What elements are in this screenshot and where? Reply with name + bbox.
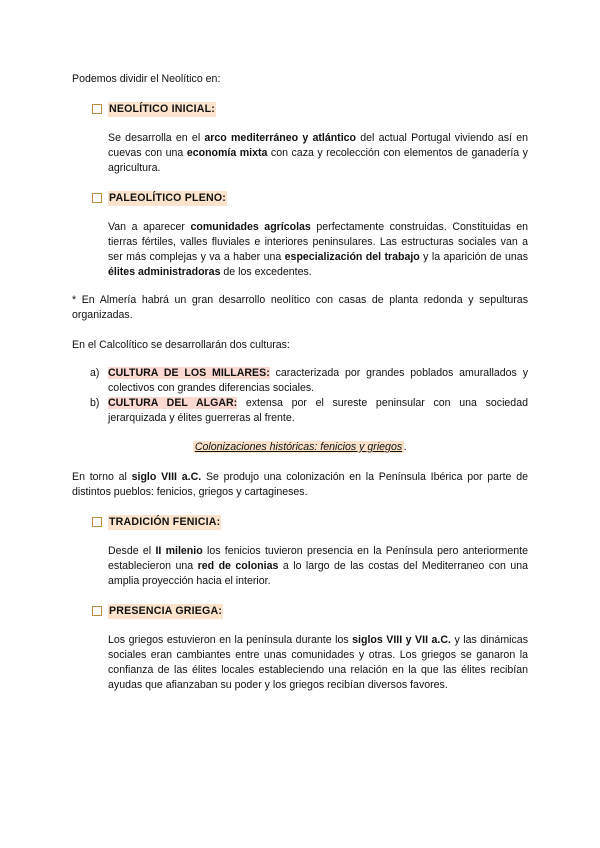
heading-presencia-griega: [92, 603, 223, 619]
checkbox-icon: [92, 606, 102, 616]
checkbox-icon: [92, 193, 102, 203]
heading-tradicion-fenicia: [92, 514, 221, 530]
heading-text: NEOLÍTICO INICIAL:: [109, 102, 215, 115]
list-item: b) CULTURA DEL ALGAR: extensa por el sureste peninsular con una sociedad jerarquizada y élites guerreras al frente.: [90, 397, 528, 424]
note-almeria: * En Almería habrá un gran desarrollo neolítico con casas de planta redonda y sepulturas organizadas.: [72, 294, 528, 321]
list-marker: a): [90, 367, 100, 379]
paragraph-paleolitico-pleno: Van a aparecer comunidades agrícolas perfectamente construidas. Constituidas en tierras fértiles, valles fluviales e interiores peninsulares. Las estructuras sociales van a ser más complejas y va a haber una especialización del trabajo y la aparición de unas élites administradoras de los excedentes.: [108, 221, 528, 278]
paragraph-tradicion-fenicia: Desde el II milenio los fenicios tuvieron presencia en la Península pero anteriormente establecieron una red de colonias a lo largo de las costas del Mediterraneo con una amplia proyección hacia el interior.: [108, 545, 528, 587]
paragraph-siglo-viii: En torno al siglo VIII a.C. Se produjo una colonización en la Península Ibérica por parte de distintos pueblos: fenicios, griegos y cartagineses.: [72, 471, 528, 498]
intro-text: Podemos dividir el Neolítico en:: [72, 73, 221, 85]
heading-text: TRADICIÓN FENICIA:: [109, 515, 221, 528]
calcolitico-text: En el Calcolítico se desarrollarán dos culturas:: [72, 339, 290, 351]
culture-name: CULTURA DE LOS MILLARES:: [108, 367, 270, 379]
heading-paleolitico-pleno: [92, 190, 227, 206]
heading-text: PRESENCIA GRIEGA:: [109, 604, 223, 617]
heading-neolitico-inicial: [92, 101, 216, 117]
checkbox-icon: [92, 104, 102, 114]
paragraph-neolitico-inicial: Se desarrolla en el arco mediterráneo y atlántico del actual Portugal viviendo así en cuevas con una economía mixta con caza y recolección con elementos de ganadería y agricultura.: [108, 132, 529, 174]
paragraph-presencia-griega: Los griegos estuvieron en la península durante los siglos VIII y VII a.C. y las dinámicas sociales eran cambiantes entre unas comunidades y otras. Los griegos se ganaron la confianza de las élites locales estableciendo una relación en la que las élites recibían ayudas que afianzaban su poder y los griegos recibían diversos favores.: [108, 634, 528, 691]
list-marker: b): [90, 397, 100, 409]
list-item: a) CULTURA DE LOS MILLARES: caracterizada por grandes poblados amurallados y colectivos con grandes diferencias sociales.: [90, 367, 528, 394]
heading-text: PALEOLÍTICO PLENO:: [109, 191, 226, 204]
culture-name: CULTURA DEL ALGAR:: [108, 397, 238, 409]
cultures-list: [90, 366, 528, 426]
checkbox-icon: [92, 517, 102, 527]
section-title: Colonizaciones históricas: fenicios y griegos .: [194, 441, 408, 453]
